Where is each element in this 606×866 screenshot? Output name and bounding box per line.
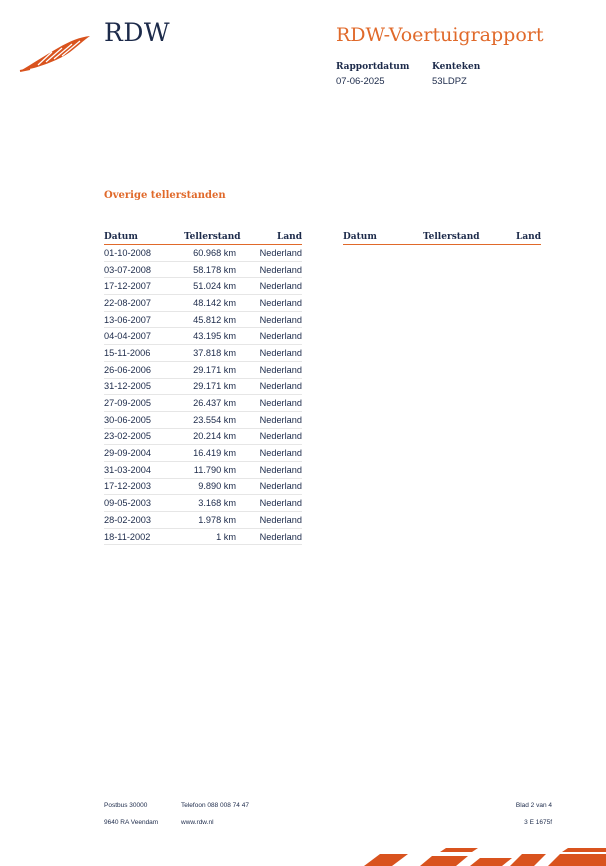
row-odometer: 23.554 km: [193, 414, 236, 425]
plate-block: [432, 62, 480, 87]
row-date: 29-09-2004: [104, 448, 151, 459]
row-date: 31-03-2004: [104, 464, 151, 475]
row-date: 09-05-2003: [104, 498, 151, 509]
row-country: Nederland: [259, 481, 302, 492]
orange-stripes-icon: [350, 848, 606, 866]
report-date-block: [336, 62, 409, 87]
column-header-country: Land: [277, 232, 302, 242]
row-country: Nederland: [259, 414, 302, 425]
report-date-label: Rapportdatum: [336, 62, 410, 72]
row-country: Nederland: [259, 531, 302, 542]
row-country: Nederland: [259, 264, 302, 275]
brand-name: RDW: [104, 18, 171, 47]
row-date: 17-12-2007: [104, 281, 151, 292]
row-odometer: 45.812 km: [193, 314, 236, 325]
row-odometer: 48.142 km: [193, 297, 236, 308]
row-country: Nederland: [259, 247, 302, 258]
row-country: Nederland: [259, 331, 302, 342]
table-row: [104, 295, 302, 312]
row-date: 31-12-2005: [104, 381, 151, 392]
plate-label: Kenteken: [432, 62, 481, 72]
footer-document-code: 3 E 1675f: [524, 819, 552, 826]
table-row: [104, 312, 302, 329]
odometer-table-continued: [343, 232, 541, 245]
row-date: 26-06-2006: [104, 364, 151, 375]
plate-value: 53LDPZ: [432, 76, 467, 87]
table-row: [104, 412, 302, 429]
table-body: [104, 245, 302, 545]
row-odometer: 3.168 km: [198, 498, 236, 509]
row-country: Nederland: [259, 364, 302, 375]
row-odometer: 16.419 km: [193, 448, 236, 459]
table-row: [104, 429, 302, 446]
row-date: 23-02-2005: [104, 431, 151, 442]
row-odometer: 29.171 km: [193, 364, 236, 375]
row-date: 03-07-2008: [104, 264, 151, 275]
document-title: RDW-Voertuigrapport: [336, 24, 544, 46]
odometer-table: [104, 232, 302, 545]
row-country: Nederland: [259, 281, 302, 292]
table-row: [104, 445, 302, 462]
table-header: [104, 232, 302, 245]
table-row: [104, 495, 302, 512]
row-country: Nederland: [259, 431, 302, 442]
row-country: Nederland: [259, 314, 302, 325]
row-country: Nederland: [259, 514, 302, 525]
row-odometer: 11.790 km: [193, 464, 236, 475]
row-date: 30-06-2005: [104, 414, 151, 425]
footer-website: www.rdw.nl: [181, 819, 214, 826]
row-odometer: 1 km: [216, 531, 236, 542]
column-header-country: Land: [516, 232, 541, 242]
row-odometer: 29.171 km: [193, 381, 236, 392]
row-odometer: 9.890 km: [198, 481, 236, 492]
row-odometer: 51.024 km: [193, 281, 236, 292]
row-date: 28-02-2003: [104, 514, 151, 525]
section-title: Overige tellerstanden: [104, 190, 226, 201]
footer-address: 9640 RA Veendam: [104, 819, 159, 826]
row-country: Nederland: [259, 297, 302, 308]
row-date: 18-11-2002: [104, 531, 151, 542]
footer-phone: Telefoon 088 008 74 47: [181, 802, 249, 809]
row-odometer: 26.437 km: [193, 398, 236, 409]
row-country: Nederland: [259, 381, 302, 392]
table-row: [104, 479, 302, 496]
table-row: [104, 245, 302, 262]
row-odometer: 20.214 km: [193, 431, 236, 442]
row-country: Nederland: [259, 398, 302, 409]
footer-postbus: Postbus 30000: [104, 802, 148, 809]
row-date: 01-10-2008: [104, 247, 151, 258]
row-odometer: 60.968 km: [193, 247, 236, 258]
table-header: [343, 232, 541, 245]
footer-page-number: Blad 2 van 4: [515, 802, 552, 809]
column-header-odometer: Tellerstand: [184, 232, 241, 242]
row-date: 15-11-2006: [104, 347, 151, 358]
table-row: [104, 262, 302, 279]
column-header-date: Datum: [343, 232, 377, 242]
row-country: Nederland: [259, 448, 302, 459]
table-row: [104, 362, 302, 379]
column-header-date: Datum: [104, 232, 138, 242]
row-odometer: 43.195 km: [193, 331, 236, 342]
column-header-odometer: Tellerstand: [423, 232, 480, 242]
table-row: [104, 462, 302, 479]
rdw-feather-logo-icon: [18, 34, 92, 74]
row-odometer: 37.818 km: [193, 347, 236, 358]
table-row: [104, 278, 302, 295]
table-row: [104, 529, 302, 546]
row-date: 04-04-2007: [104, 331, 151, 342]
row-date: 17-12-2003: [104, 481, 151, 492]
table-row: [104, 345, 302, 362]
report-date-value: 07-06-2025: [336, 76, 385, 87]
row-country: Nederland: [259, 347, 302, 358]
row-country: Nederland: [259, 498, 302, 509]
table-row: [104, 395, 302, 412]
row-odometer: 1.978 km: [198, 514, 236, 525]
row-date: 27-09-2005: [104, 398, 151, 409]
row-date: 13-06-2007: [104, 314, 151, 325]
table-row: [104, 512, 302, 529]
table-row: [104, 328, 302, 345]
row-odometer: 58.178 km: [193, 264, 236, 275]
table-row: [104, 379, 302, 396]
row-date: 22-08-2007: [104, 297, 151, 308]
row-country: Nederland: [259, 464, 302, 475]
